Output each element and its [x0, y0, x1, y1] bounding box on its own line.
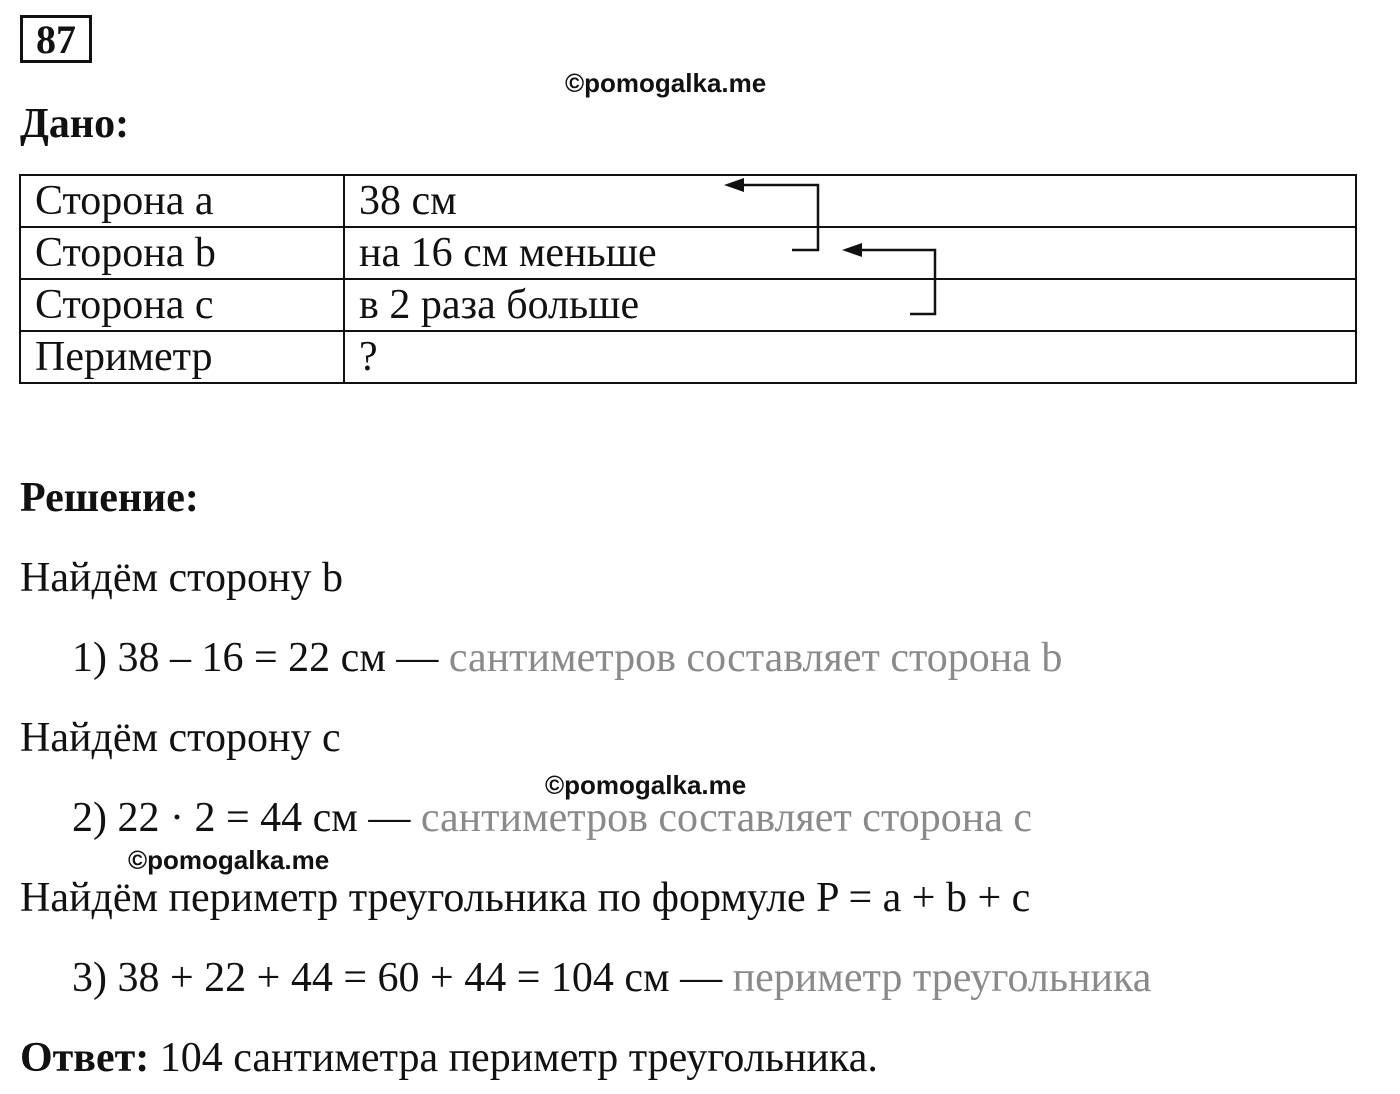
step-intro: Найдём периметр треугольника по формуле P = a + b + c [20, 875, 1031, 921]
arrow-left-icon [842, 243, 935, 314]
calc-text: 2) 22 · 2 = 44 см — [72, 795, 411, 841]
row-label: Сторона c [20, 279, 344, 331]
step-intro: Найдём сторону b [20, 555, 343, 601]
row-label: Периметр [20, 331, 344, 383]
row-label: Сторона a [20, 175, 344, 227]
answer-text: 104 сантиметра периметр треугольника. [159, 1035, 878, 1081]
arrow-left-icon [724, 178, 818, 250]
step-calculation [72, 954, 1151, 1002]
calc-note: сантиметров составляет сторона b [448, 635, 1063, 681]
given-heading: Дано: [20, 101, 130, 147]
row-value: на 16 см меньше [344, 227, 1356, 279]
step-calculation [72, 794, 1032, 842]
answer-label: Ответ: [20, 1035, 150, 1081]
calc-text: 3) 38 + 22 + 44 = 60 + 44 = 104 см — [72, 955, 723, 1001]
watermark: ©pomogalka.me [545, 770, 747, 800]
answer-line [20, 1034, 878, 1082]
watermark: ©pomogalka.me [128, 845, 330, 875]
row-value: 38 см [344, 175, 1356, 227]
calc-note: периметр треугольника [732, 955, 1152, 1001]
solution-heading: Решение: [20, 475, 199, 521]
row-value: в 2 раза больше [344, 279, 1356, 331]
step-calculation [72, 634, 1062, 682]
row-label: Сторона b [20, 227, 344, 279]
calc-note: сантиметров составляет сторона c [420, 795, 1033, 841]
row-value: ? [344, 331, 1356, 383]
watermark: ©pomogalka.me [565, 68, 767, 98]
step-intro: Найдём сторону c [20, 715, 341, 761]
task-number: 87 [20, 15, 92, 63]
calc-text: 1) 38 – 16 = 22 см — [72, 635, 439, 681]
